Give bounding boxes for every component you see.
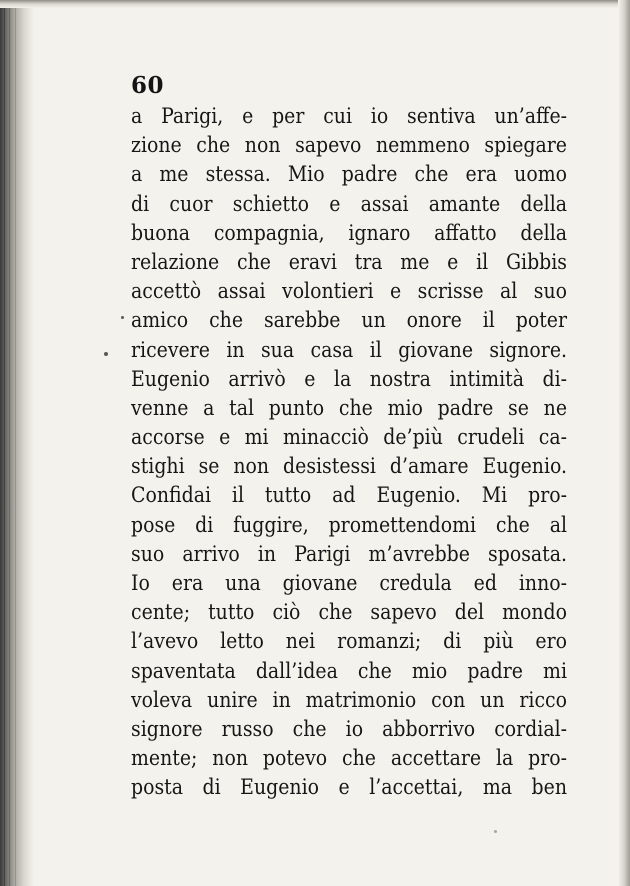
text-line: relazione che eravi tra me e il Gibbis <box>131 249 567 274</box>
print-speck <box>104 352 108 356</box>
text-line: pose di fuggire, promettendomi che al <box>131 512 567 537</box>
text-line: l’avevo letto nei romanzi; di più ero <box>131 629 567 654</box>
text-line: zione che non sapevo nemmeno spiegare <box>131 133 567 158</box>
binding-edge-line <box>15 0 16 886</box>
text-line: Io era una giovane credula ed inno- <box>131 571 567 595</box>
text-line: buona compagnia, ignaro affatto della <box>131 220 567 245</box>
binding-gutter <box>0 0 34 886</box>
text-line: stighi se non desistessi d’amare Eugenio. <box>131 454 567 479</box>
page-number: 60 <box>131 72 165 99</box>
text-line: a me stessa. Mio padre che era uomo <box>131 162 567 187</box>
text-line: Eugenio arrivò e la nostra intimità di- <box>131 366 567 391</box>
text-line: Confidai il tutto ad Eugenio. Mi pro- <box>131 483 567 508</box>
text-line: ricevere in sua casa il giovane signore. <box>131 337 567 362</box>
text-line: accettò assai volontieri e scrisse al suo <box>131 279 567 304</box>
text-line: suo arrivo in Parigi m’avrebbe sposata. <box>131 541 567 566</box>
text-line: signore russo che io abborrivo cordial- <box>131 716 567 741</box>
text-line: amico che sarebbe un onore il poter <box>131 308 567 333</box>
text-line: voleva unire in matrimonio con un ricco <box>131 687 567 712</box>
page-top-edge <box>0 0 630 8</box>
body-text <box>131 102 567 803</box>
print-speck <box>121 316 124 319</box>
binding-edge-line <box>4 0 5 886</box>
text-line: mente; non potevo che accettare la pro- <box>131 746 567 771</box>
text-line: cente; tutto ciò che sapevo del mondo <box>131 600 567 625</box>
text-line: a Parigi, e per cui io sentiva un’affe- <box>131 104 567 128</box>
text-line: di cuor schietto e assai amante della <box>131 191 567 216</box>
binding-edge-line <box>9 0 10 886</box>
page-right-edge <box>618 0 630 886</box>
text-line: posta di Eugenio e l’accettai, ma ben <box>131 775 567 800</box>
print-speck <box>494 830 497 833</box>
text-line: venne a tal punto che mio padre se ne <box>131 395 567 420</box>
text-line: accorse e mi minacciò de’più crudeli ca- <box>131 425 567 450</box>
text-line: spaventata dall’idea che mio padre mi <box>131 658 567 683</box>
